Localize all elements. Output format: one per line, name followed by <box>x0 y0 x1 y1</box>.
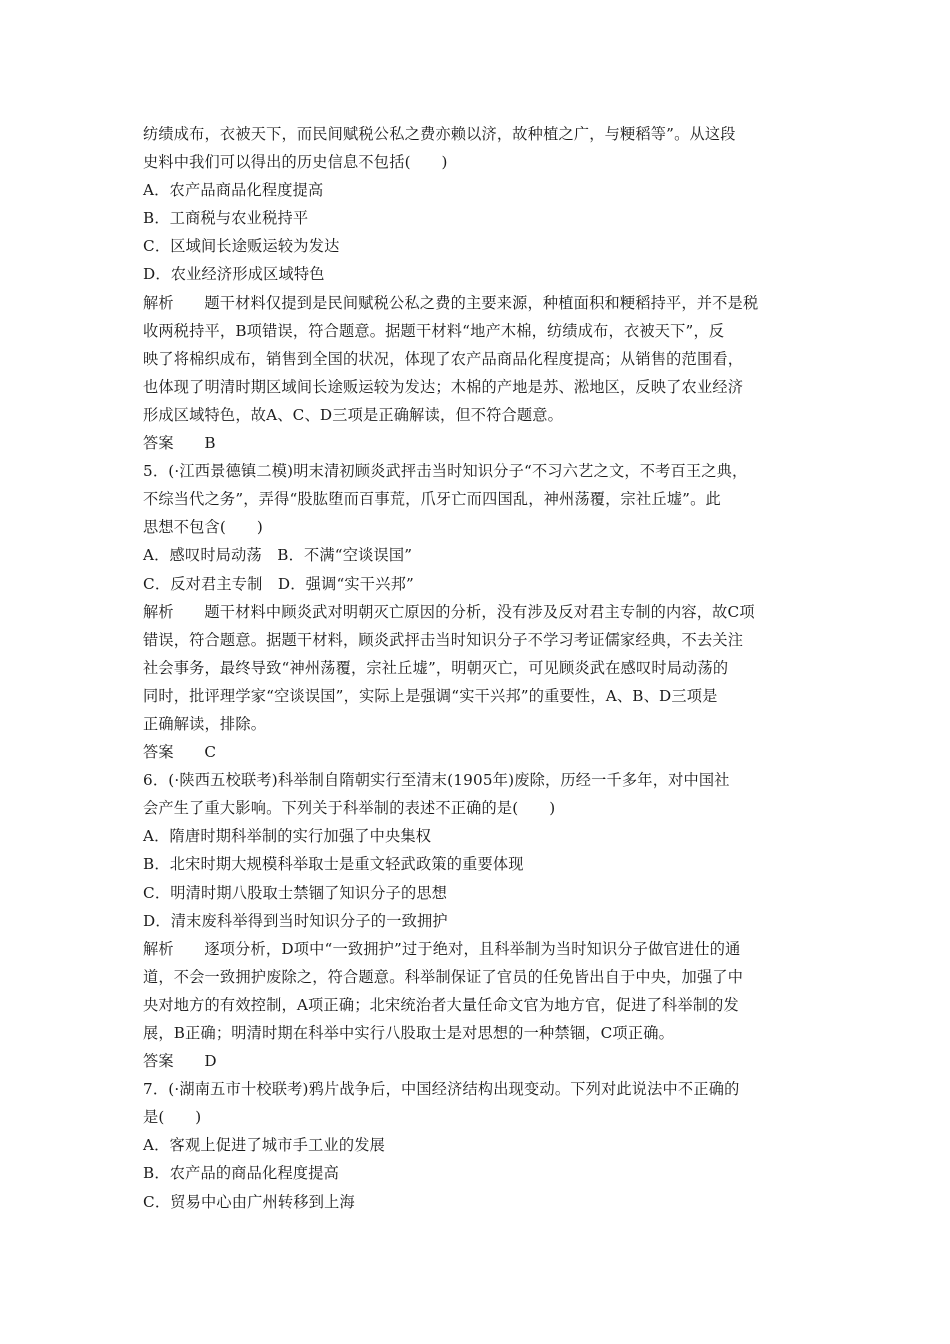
analysis-line: 展，B正确；明清时期在科举中实行八股取士是对思想的一种禁锢，C项正确。 <box>143 1024 674 1042</box>
analysis-line: 正确解读，排除。 <box>143 714 267 733</box>
option-d: D．清末废科举得到当时知识分子的一致拥护 <box>143 911 448 930</box>
answer-label: 答案 <box>143 434 174 453</box>
answer-value: D <box>189 1052 217 1071</box>
question-stem-line: 不综当代之务”，弄得“股肱堕而百事荒，爪牙亡而四国乱，神州荡覆，宗社丘墟”。此 <box>143 490 721 509</box>
document-body <box>143 120 813 1216</box>
option-a: A．客观上促进了城市手工业的发展 <box>143 1136 385 1155</box>
question-stem-line: 思想不包含( ) <box>143 518 263 537</box>
answer-label: 答案 <box>143 1052 174 1071</box>
option-c: C．明清时期八股取士禁锢了知识分子的思想 <box>143 883 448 902</box>
question-stem-line: 会产生了重大影响。下列关于科举制的表述不正确的是( ) <box>143 799 556 818</box>
option-c: C．区域间长途贩运较为发达 <box>143 237 340 256</box>
answer-line <box>143 1047 813 1075</box>
analysis-line: 央对地方的有效控制，A项正确；北宋统治者大量任命文官为地方官，促进了科举制的发 <box>143 995 739 1014</box>
option-a: A．隋唐时期科举制的实行加强了中央集权 <box>143 827 432 846</box>
analysis-text: 题干材料中顾炎武对明朝灭亡原因的分析，没有涉及反对君主专制的内容，故C项 <box>189 602 755 621</box>
analysis-text: 逐项分析，D项中“一致拥护”过于绝对，且科举制为当时知识分子做官进仕的通 <box>189 939 741 958</box>
analysis-line: 道，不会一致拥护废除之，符合题意。科举制保证了官员的任免皆出自于中央，加强了中 <box>143 967 744 986</box>
question-6 <box>143 766 813 1075</box>
analysis-line <box>143 289 813 317</box>
question-stem-line: 6．(·陕西五校联考)科举制自隋朝实行至清末(1905年)废除，历经一千多年，对中国社 <box>143 771 730 790</box>
answer-value: C <box>189 743 217 762</box>
answer-line <box>143 429 813 457</box>
analysis-line: 也体现了明清时期区域间长途贩运较为发达；木棉的产地是苏、淞地区，反映了农业经济 <box>143 377 744 396</box>
question-stem-line: 纺绩成布，衣被天下，而民间赋税公私之费亦赖以济，故种植之广，与粳稻等”。从这段 <box>143 125 736 143</box>
question-stem-line: 史料中我们可以得出的历史信息不包括( ) <box>143 153 448 172</box>
question-4 <box>143 120 813 457</box>
analysis-label: 解析 <box>143 939 174 958</box>
analysis-line: 收两税持平，B项错误，符合题意。据题干材料“地产木棉，纺绩成布，衣被天下”，反 <box>143 321 725 340</box>
analysis-line: 映了将棉织成布，销售到全国的状况，体现了农产品商品化程度提高；从销售的范围看， <box>143 349 744 368</box>
analysis-line: 形成区域特色，故A、C、D三项是正确解读，但不符合题意。 <box>143 405 564 424</box>
analysis-line: 错误，符合题意。据题干材料，顾炎武抨击当时知识分子不学习考证儒家经典，不去关注 <box>143 630 744 649</box>
question-stem-line: 是( ) <box>143 1108 202 1127</box>
option-b: B．农产品的商品化程度提高 <box>143 1164 340 1183</box>
question-7 <box>143 1075 813 1215</box>
options-cd: C．反对君主专制 D．强调“实干兴邦” <box>143 574 414 593</box>
answer-label: 答案 <box>143 743 174 762</box>
analysis-line: 社会事务，最终导致“神州荡覆，宗社丘墟”，明朝灭亡，可见顾炎武在感叹时局动荡的 <box>143 658 729 677</box>
analysis-line <box>143 598 813 626</box>
analysis-label: 解析 <box>143 602 174 621</box>
answer-line <box>143 738 813 766</box>
question-stem-line: 7．(·湖南五市十校联考)鸦片战争后，中国经济结构出现变动。下列对此说法中不正确的 <box>143 1080 740 1099</box>
option-b: B．北宋时期大规模科举取士是重文轻武政策的重要体现 <box>143 855 524 874</box>
answer-value: B <box>189 434 216 453</box>
option-a: A．农产品商品化程度提高 <box>143 181 324 200</box>
analysis-line <box>143 935 813 963</box>
question-5 <box>143 457 813 766</box>
options-ab: A．感叹时局动荡 B．不满“空谈误国” <box>143 546 413 565</box>
option-b: B．工商税与农业税持平 <box>143 209 309 228</box>
question-stem-line: 5．(·江西景德镇二模)明末清初顾炎武抨击当时知识分子“不习六艺之文，不考百王之典， <box>143 462 748 481</box>
analysis-line: 同时，批评理学家“空谈误国”，实际上是强调“实干兴邦”的重要性，A、B、D三项是 <box>143 686 718 705</box>
option-d: D．农业经济形成区域特色 <box>143 265 325 284</box>
analysis-label: 解析 <box>143 293 174 312</box>
analysis-text: 题干材料仅提到是民间赋税公私之费的主要来源，种植面积和粳稻持平，并不是税 <box>189 293 759 312</box>
option-c: C．贸易中心由广州转移到上海 <box>143 1192 355 1211</box>
